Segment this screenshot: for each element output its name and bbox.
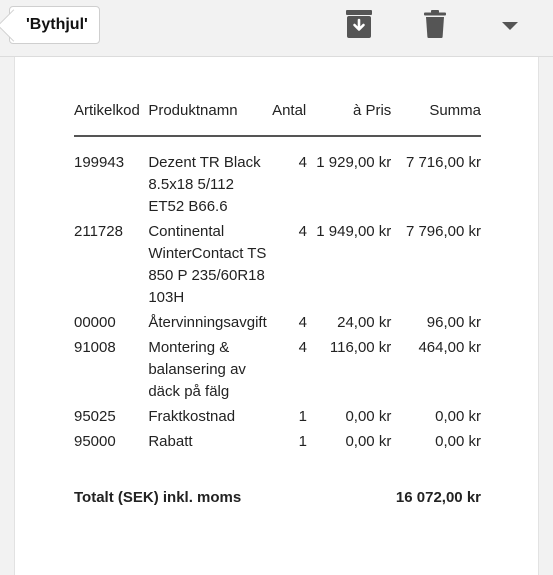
header-code: Artikelkod [74, 100, 148, 136]
product-name-line: däck på fälg [148, 383, 230, 400]
table-row [74, 152, 481, 221]
cell-price: 1 949,00 kr [316, 223, 392, 240]
chevron-down-icon[interactable] [501, 18, 519, 36]
header-price: à Pris [307, 100, 391, 136]
product-name-line: balansering av [148, 361, 246, 378]
total-row [74, 456, 481, 509]
total-label: Totalt (SEK) inkl. moms [74, 489, 242, 506]
cell-sum: 96,00 kr [426, 314, 481, 331]
cell-code: 00000 [74, 314, 116, 331]
table-header-row [74, 100, 481, 136]
cell-code: 211728 [74, 223, 123, 240]
cell-price: 24,00 kr [337, 314, 392, 331]
header-sum: Summa [391, 100, 481, 136]
cell-qty: 4 [298, 223, 308, 240]
header-qty: Antal [270, 100, 307, 136]
trash-icon[interactable] [424, 10, 446, 43]
cell-price: 0,00 kr [345, 408, 392, 425]
cell-qty: 1 [298, 433, 308, 450]
cell-qty: 4 [298, 154, 308, 171]
cell-sum: 0,00 kr [435, 408, 481, 425]
product-name-line: Återvinningsavgift [148, 314, 267, 331]
cell-name [148, 152, 270, 221]
email-body [14, 57, 539, 575]
product-name-line: 8.5x18 5/112 [148, 176, 234, 193]
cell-sum: 464,00 kr [418, 339, 481, 356]
cell-price: 0,00 kr [345, 433, 392, 450]
cell-price: 116,00 kr [329, 339, 392, 356]
cell-qty: 4 [298, 314, 308, 331]
product-name-line: Continental [148, 223, 225, 240]
cell-price: 1 929,00 kr [316, 154, 392, 171]
table-row [74, 431, 481, 456]
toolbar [0, 0, 553, 57]
cell-name [148, 431, 270, 456]
back-button-label: 'Bythjul' [26, 16, 88, 33]
cell-sum: 7 716,00 kr [405, 154, 481, 171]
product-name-line: ET52 B66.6 [148, 198, 228, 215]
cell-qty: 1 [298, 408, 308, 425]
product-name-line: WinterContact TS [148, 245, 267, 262]
product-name-line: 850 P 235/60R18 [148, 267, 265, 284]
cell-sum: 7 796,00 kr [405, 223, 481, 240]
product-name-line: 103H [148, 289, 185, 306]
product-name-line: Rabatt [148, 433, 193, 450]
total-value: 16 072,00 kr [395, 489, 481, 506]
cell-qty: 4 [298, 339, 308, 356]
cell-name [148, 312, 270, 337]
product-name-line: Montering & [148, 339, 230, 356]
cell-name [148, 337, 270, 406]
cell-code: 95025 [74, 408, 116, 425]
invoice-table [74, 100, 481, 509]
cell-code: 91008 [74, 339, 116, 356]
table-row [74, 221, 481, 312]
cell-name [148, 406, 270, 431]
table-row [74, 337, 481, 406]
table-row [74, 406, 481, 431]
product-name-line: Dezent TR Black [148, 154, 261, 171]
cell-name [148, 221, 270, 312]
product-name-line: Fraktkostnad [148, 408, 236, 425]
cell-code: 95000 [74, 433, 116, 450]
back-button[interactable] [9, 6, 100, 44]
table-row [74, 312, 481, 337]
header-name: Produktnamn [148, 100, 270, 136]
archive-icon[interactable] [346, 10, 372, 43]
cell-sum: 0,00 kr [435, 433, 481, 450]
cell-code: 199943 [74, 154, 125, 171]
